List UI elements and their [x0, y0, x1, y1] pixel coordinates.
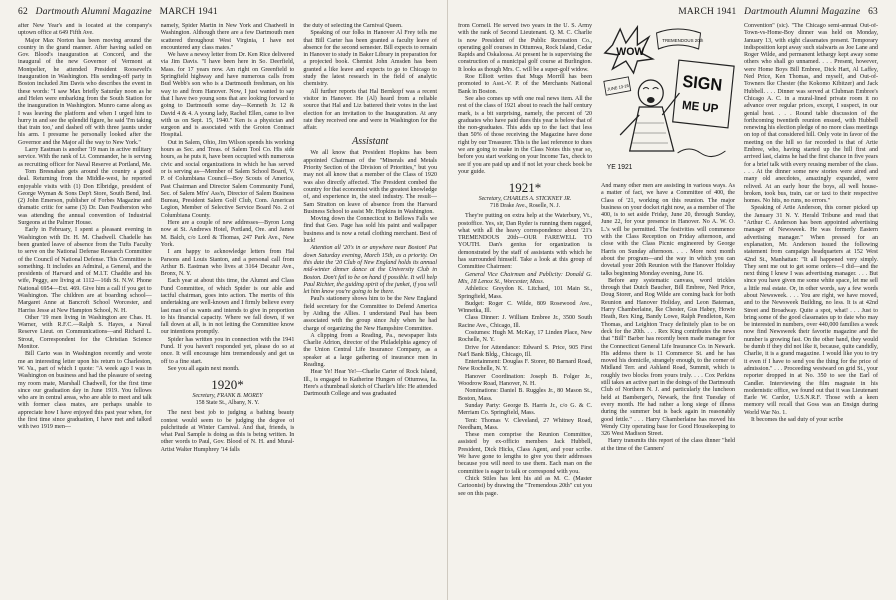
paragraph: Other '19 men living in Washington are Chas. H. Warner, with R.F.C.—Ralph S. Hayes, a Naval Reserve Lieut. on Communications—and Richard L. Strout, Correspondent for the Christian Science Monitor.: [18, 314, 152, 351]
paragraph: Out in Salem, Ohio, Jim Wilson spends his working hours as Sec. and Treas. of Salem Tool Co. His side hours, as he puts it, have been occupied with numerous civic and social organizations in which he has served or is serving as—Member of Salem School Board, V. P. of Columbiana Council—Boy Scouts of America, Past Chairman and Director Salem Community Fund, Sec. of Salem Mfrs' Ass'n, Director of Salem Business Bureau, President Salem Golf Club, Com. American Legion, Member of Selective Service Board No. 2 of Columbiana County.: [160, 139, 295, 219]
assistant-heading: Assistant: [352, 136, 389, 148]
paragraph: Early in February, I spent a pleasant evening in Washington with Dr. H. M. Chadwell. Chadelle has been granted leave of absence from the Tufts Faculty to serve on the National Defense Research Committee of the Council of National Defense. This Committee is something. It includes an Admiral, a General, and the presidents of Harvard and of M.I.T. Chaddie and his wife, Peggy, are living at 1112—16th St. N.W. Phone National 6954—Ext. 469. Give him a call if you get to Washington. The children are at boarding school—Margaret Anne at Bancroft School Worcester, and Harriss Jesse at New Hampton School, N. H.: [18, 227, 152, 314]
paragraph: after New Year's and is located at the company's uptown office at 649 Fifth Ave.: [18, 23, 152, 37]
paragraph: Spider has written you in connection with the 1941 Fund. If you haven't responded yet, please do so at once. It will encourage him tremendously and get us off to a fine start.: [160, 336, 295, 365]
left-column-3: [303, 23, 437, 600]
committee-entry: Nominations: Daniel B. Ruggles Jr., 80 Mason St., Boston, Mass.: [458, 388, 592, 402]
committee-entry: Costumes: Hugh M. McKay, 17 Linden Place, New Rochelle, N. Y.: [458, 329, 592, 344]
committee-entry: Class Dinner: J. William Embree Jr., 3500 South Racine Ave., Chicago, Ill.: [458, 315, 592, 329]
paragraph: The next best job to judging a bathing beauty contest would seem to be judging the degree of pulchritude at Winter Carnival. And that, friends, is what Paul Sample is doing as this is being written. In other words to Paul, Gov. Blood of N. H. and Mural-Artist Walter Humphrey '14 falls: [160, 410, 295, 453]
class-1920-address: 158 State St., Albany, N. Y.: [195, 400, 260, 407]
paragraph: Major Max Norton has been moving around the country in the grand manner. After having sailed on Gov. Blood's inauguration at Concord, and the inaugural of the new Governor of Vermont at Montpelier, he attended President Roosevelt's inauguration in Washington. His sending-off party in Boston included Jim Davis who describes the event in these words: "I saw Max briefly Saturday noon as he and Helen were embarking from the South Station for the inauguration in Washington. Munro came along as I was leaving the platform and when I urged him to hurry in and see the splendid figure, he said 'I'm taking that train too,' and dashed off with three jaunts under his arm. I presume he personally looked after the Governor and the Major all the way to New York.": [18, 37, 152, 146]
paragraph: They're putting on extra help at the Waterbury, Vt., postoffice. Yes, sir, Dan Ryder is running them ragged, what with all the heavy correspondence about '21's TREMENDOUS 20th—OUR FAREWELL TO YOUTH. Dan's genius for organization is demonstrated by the staff of assistants with which he has surrounded himself. Take a look at this group of Committee Chairmen:: [458, 213, 592, 271]
class-1921-address: 718 Drake Ave., Roselle, N. J.: [489, 203, 561, 210]
paragraph: Moving down the Connecticut to Bellows Falls we find that Geo. Page has sold his paint and wallpaper business and is now a retail clothing merchant. Best of luck!: [303, 216, 438, 245]
reunion-cartoon: [601, 23, 735, 179]
paragraph: namely, Spider Martin in New York and Chadwell in Washington. Although there are a few Dartmouth men scattered throughout West Virginia, I have not encountered any class mates.": [160, 23, 295, 51]
committee-entry: Hanover Coordination: Joseph B. Folger Jr., Woodrow Road, Hanover, N. H.: [458, 373, 592, 388]
paragraph: These men comprise the Reunion Committee, assisted by ex-officio members Jack Hubbell, President, Dick Hicks, Class Agent, and your scribe. We have gone to lengths to give you their addresses because you will need to use them. Each man on the committee is eager to talk or correspond with you.: [458, 432, 592, 475]
left-issue-month: MARCH 1941: [159, 7, 218, 17]
paragraph: the duty of selecting the Carnival Queen.: [303, 23, 403, 29]
right-page: [448, 0, 896, 600]
left-column-1: [18, 23, 152, 600]
right-column-2: [601, 23, 735, 600]
paragraph: And many other men are assisting in various ways. As a matter of fact, we have a Committee of 400, the Class of '21, working on this reunion. The major business on your docket right now, as a member of The 400, is to set aside Friday, June 20, through Sunday, June 22, for your presence in Hanover. No A. W. O. L.'s will be permitted. The festivities will commence with the Class Reception on Friday afternoon, and close with the Class Picnic engineered by George Harris on Sunday afternoon. . . . More next month about the program—and the way in which you can dovetail your 20th Reunion with the Hanover Holiday talks beginning Monday evening, June 16.: [601, 183, 735, 277]
committee-entry: Drive for Attendance: Edward S. Price, 905 First Nat'l Bank Bldg., Chicago, Ill.: [458, 344, 592, 358]
paragraph: Convention" (sic). "The Chicago semi-annual Out-of-Town-vs-Home-Boy dinner was held on Monday, January 13, with eight classmates present. Temporary indisposition kept away such stalwarts as Joe Lane and Roger Wilde, and permanent lethargy kept away some others who shall go unnamed. . . . Present, however, were Home Boys Bill Embree, Dick Hart, Al Laffey, Ned Price, Ken Thomas, and myself, and Out-of-Towners Ike Chester (the Kokomo Kibitzer) and Jack Hubbell. . . . Dinner was served at Clubman Embree's Chicago A. C. in a mural-lined private room it no advance over regular prices, except, I suspect, in our genial host. . . . Round table discussion of the forthcoming twentieth reunion ensued, with Hubbell renewing his election pledge of no more class meetings on top of that considered hill. Only vote in favor of the meeting on the hill so far recorded is that of Artie Embree, who, having started up the hill first and arrived last, claims he had the first chance in five years for a brief talk with every reusing member of the class. . . . At the dinner some new stories were aired and many old anecdotes, amazingly expanded, were relived. At an early hour the boys, all well house-broken, took bus, train, car or taxi to their respective homes. No hits, no runs, no errors.": [744, 23, 878, 205]
paragraph: See you all again next month.: [167, 365, 240, 372]
committee-entry: Entertainment: Douglas F. Storer, 80 Barnard Road, New Rochelle, N. Y.: [458, 359, 592, 373]
class-1921-secretary: Secretary, CHARLES A. STICKNEY JR.: [478, 196, 572, 203]
paragraph: Harry transmits this report of the class dinner "held at the time of the Canners': [601, 438, 735, 452]
paragraph: See also comes up with one real news item. All the rest of the class of 1921 about to reach the half century mark, is a bit surprising, namely, the percent of '20 graduates who have paid dues this year is below that of the non-graduates. This adds up to the fact that less than 50% of those receiving the Magazine have done right by our Treasurer. This is the last reference to dues we are going to make in the Class Notes this year so, before you start working on your Income Tax, check to see if you are paid up and if not let your check book be your guide.: [458, 95, 592, 175]
me-up-text: ME UP: [681, 98, 719, 116]
paragraph: Speaking of Artie Anderson, this corner picked up the January 31 N. Y. Herald Tribune and read that "Arthur C. Anderson has been appointed advertising manager of Newsweek. He was formerly Eastern advertising manager." When pressed for an explanation, Mr. Anderson issued the following statement from campaign headquarters at 152 West 42nd St., Manhattan: "It all happened very simply. They sent me out to get some orders—I did—and the next thing I knew I was advertising manager. . . . But since you have given me some white space, let me sell a little real estate. Or, in other words, say a few words about Newsweek. . . . You are right, we have moved, and to the Newsweek Building, no less. It is at 42nd Street and Broadway. Quite a spot, what! . . . Just to bring some of the good classmates up to date who may be interested in numbers, over 440,000 families a week now find Newsweek their favorite magazine and the number is growing fast. On the other hand, they would be dumb if they did not like it, because, quite candidly, Charlie, it is a grand magazine. I would like you to try it even if I have to send you the thing for the price of admission." . . . Proceeding westward on grid St., your reporter dropped in at No. 350 to see the Earl of Candler. Interviewing the film magnate in his modernistic office, we found out that it was Lieutenant Earle W. Cardor, U.S.N.R.F. Those with a keen memory will recall that Goss was an Ensign during World War No. 1.: [744, 205, 878, 416]
paragraph: Hear Ye! Hear Ye!—Charlie Carter of Rock Island, Ill., is engaged to Katherine Hungen of Ottumwa, Ia. Here's a thumbnail sketch of Charlie's life: He attended Dartmouth College and was graduated: [303, 369, 438, 398]
right-column-1: [458, 23, 592, 600]
paragraph: Bill Carto was in Washington recently and wrote me an interesting letter upon his return to Charleston, W. Va., part of which I quote: "A week ago I was in Washington on business and had the pleasure of seeing my room mate, Marshall Chadwell, for the first time since our graduation day in June 1919. You fellows who are in central areas, who are able to meet and talk with former class mates, are perhaps unable to appreciate how I have enjoyed this past year when, for the first time since graduation, I have met and talked with two 1919 men—: [18, 351, 152, 431]
class-1920-heading: 1920*: [211, 377, 244, 393]
left-page-number: 62: [18, 7, 28, 17]
paragraph: We have a newsy letter from Dr. Ken Rice delivered via Jim Davis. "I have been here in So. Deerfield, Mass. for 17 years now. Am right on Greenfield to Springfield highway and have numerous calls from Bud Webb's son who is a Dartmouth freshman, on his way to and from Hanover. Now, I just wanted to say that I have two young sons that are looking forward to going to Dartmouth some day—Kenneth Jr. 12 & David 4 & 4. A young lady, Rachel Ellen, came to live with us on Sept. 15, 1940." Ken is a physician and surgeon and is associated with the Groton Contract Hospital.: [160, 52, 295, 139]
committee-entry: Tent: Thomas V. Cleveland, 27 Whitney Road, Needham, Mass.: [458, 417, 592, 431]
left-magazine-title: Dartmouth Alumni Magazine: [35, 7, 152, 17]
committee-entry: Budget: Roger C. Wilde, 809 Rosewood Ave., Winnetka, Ill.: [458, 300, 592, 315]
paragraph: It becomes the sad duty of your scribe: [751, 417, 844, 424]
class-1920-secretary: Secretary, FRANK B. MOREY: [192, 393, 263, 400]
paragraph: We all know that President Hopkins has been appointed Chairman of the "Minerals and Metals Priority Section of the Division of Priorities," but you may not all know that a member of the Class of 1920 was also directly affected. The President combed the country for that economist with the greatest knowledge of, and experience in, the steel industry. The result—Sam Stratton on leave of absence from the Harvard Business School to assist Mr. Hopkins in Washington.: [303, 150, 438, 215]
right-issue-month: MARCH 1941: [678, 7, 737, 17]
paragraph: Attention all '20's in or anywhere near Boston! Put down Saturday evening, March 15th, as a priority. On this date the '20 Club of New England holds its annual mid-winter dinner dance at the University Club in Boston. Don't fail to be on hand if possible. It will help Paul Richter, the guiding spirit of the junket, if you will let him know you're going to be there.: [303, 245, 438, 296]
left-running-head: [18, 7, 437, 17]
dates-text: JUNE 13-16: [606, 82, 630, 92]
right-running-head: [458, 7, 878, 17]
wow-text: WOW: [616, 45, 645, 59]
committee-entry: Sunday Party: George B. Harris Jr., c/o G. & C. Merriam Co. Springfield, Mass.: [458, 402, 592, 417]
paragraph: All further reports that Hal Bernkopf was a recent visitor in Hanover. He (Al) heard from a reliable source that Hal and Liz battered their votes in the last election for an invitation to the Inauguration. At any rate they received one and were in Washington for the affair.: [303, 88, 438, 132]
class-1921-heading: 1921*: [508, 180, 542, 196]
paragraph: Paul's stationery shows him to be the New England field secretary for the Committee to Defend America by Aiding the Allies. I understand Paul has been associated with the group since July when he had charge of organizing the New Hampshire Committee.: [303, 296, 438, 332]
paragraph: Here are a couple of new addresses—Byron Long now at St. Andrews Hotel, Portland, Ore. and James M. Balch, c/o Lord & Thomas, 247 Park Ave., New York.: [160, 220, 295, 248]
committee-entry: Athletics: Greydon K. Litchard, 101 Main St., Springfield, Mass.: [458, 286, 592, 300]
paragraph: Tom Bresnahan gets around the country a good deal. Returning from the Middle-west, he reported enjoyable visits with (1) Don Elbridge, president of George Wyman & Sons Dep't Store, South Bend, Ind. (2) John Emerson, publisher of Forbes Magazine and dramatic critic for same (3) Dr. Dan Featherston who was attending the annual convention of Industrial Surgeons at the Palmer House.: [18, 168, 152, 227]
paragraph: Each year at about this time, the Alumni and Class Fund Committee, of which Spider is our able and tactful chairman, goes into action. The merits of this undertaking are well-known and I firmly believe every last man of us wants and intends to give in proportion to his financial capacity. Where we fall down, if we fall down at all, is in not letting the Committee know our intentions promptly.: [160, 278, 295, 336]
cartoon-illustration: [601, 23, 735, 179]
left-column-2: [161, 23, 295, 600]
right-magazine-title: Dartmouth Alumni Magazine: [744, 7, 861, 17]
paragraph: Speaking of our folks in Hanover Al Frey tells me that Bill Carter has been granted a faculty leave of absence for the second semester. Bill expects to remain in Hanover to study in Baker Library in preparation for a projected book. Chemist John Amsden has been granted a like leave and expects to go to Chicago to study the latest research in the field of analytic chemistry.: [303, 30, 438, 88]
paragraph: Before any systematic canvass, word trickles through that Dutch Baucher, Bill Embree, Ned Price, Doug Storer, and Rog Wilde are coming back for both Reunion and Hanover Holiday, and Leon Bateman, Harry Chamberlaine, Ike Chester, Gus Habey, Howie Heath, Rex King, Bandy Lowe, Ralph Pendleton, Ken Thomas, and Leighton Tracy definitely plan to be on deck for the 20th. . . . Rex King contributes the news that "Bill" Barber has recently been made manager for the Connecticut General Life Insurance Co. in Newark. His address there is 11 Commerce St. and he has moved his domicile, strangely enough, to the corner of Midland Terr. and Ashland Road, Summit, which is roughly two blocks from yours truly. . . . Cox Perkins still takes an active part in the doings of the Dartmouth Club of Northern N. J. and particularly the luncheon held at Bamberger's, Newark, the first Tuesday of every month. He had rather a long siege of illness during the summer but is back again in reasonably good fettle." . . . Harry Chamberlaine has moved his Wendy City operating base for Good Housekeeping to 326 West Madison Street.: [601, 277, 735, 438]
committee-entry: General Vice Chairman and Publicity: Donald G. Mix, 18 Lenox St., Worcester, Mass.: [458, 271, 592, 285]
bottom-text: YE 1921: [606, 163, 633, 172]
paragraph: I am happy to acknowledge letters from Hal Parsons and Louis Stanton, and a personal call from Arthur B. Eastman who lives at 3164 Decatur Ave., Bronx, N. Y.: [160, 249, 295, 278]
paragraph: Chick Stiles has lent his aid as M. C. (Master Cartoonist) by drawing the "Tremendous 20th" cut you see on this page.: [458, 475, 592, 497]
banner-text: TREMENDOUS 20th: [662, 37, 704, 44]
paragraph: Roe Elliott writes that Mugs Morrill has been promoted to Asst.-V. P. of the Merchants National Bank in Boston.: [458, 74, 592, 95]
right-page-number: 63: [868, 7, 878, 17]
paragraph: Larry Eastman is another '19 man in active military service. With the rank of Lt. Commander, he is serving as recruiting officer for Naval Reserve at Portland, Me.: [18, 147, 152, 168]
paragraph: from Cornell. He served two years in the U. S. Army with the rank of Second Lieutenant. Q. M. C. Charlie is now President of the Public Recreation Co., operating golf courses in Ottumwa, Rock Island, Cedar Rapids and Oskaloosa. At present he is supervising the construction of a municipal golf course at Burlington. It looks as though Mrs. C. will be a super-golf widow.: [458, 23, 592, 73]
sign-text: SIGN: [681, 71, 724, 96]
right-column-3: [744, 23, 878, 600]
paragraph: A clipping from a Reading, Pa., newspaper lists Charlie Adrion, director of the Philadelphia agency of the Union Central Life Insurance Company, as a speaker at a large gathering of insurance men in Reading.: [303, 332, 438, 369]
